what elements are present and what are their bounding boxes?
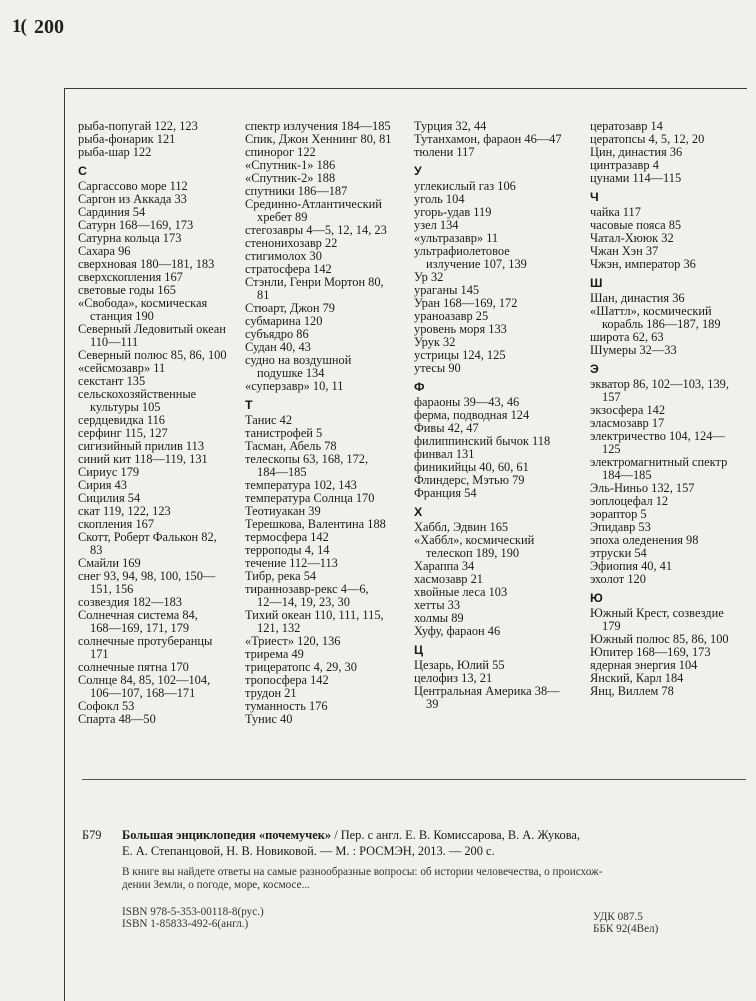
index-entry: тропосфера 142	[245, 673, 329, 687]
index-entry: культуры 105	[90, 400, 161, 414]
index-entry: узел 134	[414, 218, 459, 232]
index-entry: Теотиуакан 39	[245, 504, 321, 518]
index-entry: 184—185	[602, 468, 652, 482]
index-entry: спинорог 122	[245, 145, 316, 159]
isbn-russian: ISBN 978-5-353-00118-8(рус.)	[122, 906, 264, 918]
index-entry: Северный полюс 85, 86, 100	[78, 348, 227, 362]
index-entry: сверхскопления 167	[78, 270, 183, 284]
index-letter-heading: Ш	[590, 276, 603, 290]
index-entry: «сейсмозавр» 11	[78, 361, 166, 375]
index-entry: температура Солнца 170	[245, 491, 375, 505]
index-entry: 106—107, 168—171	[90, 686, 196, 700]
index-entry: подушке 134	[257, 366, 325, 380]
index-entry: уголь 104	[414, 192, 465, 206]
index-entry: течение 112—113	[245, 556, 338, 570]
index-column-1	[78, 120, 240, 726]
index-entry: субъядро 86	[245, 327, 309, 341]
index-entry: трирема 49	[245, 647, 304, 661]
index-entry: «Триест» 120, 136	[245, 634, 341, 648]
index-entry: сигизийный прилив 113	[78, 439, 205, 453]
index-entry: углекислый газ 106	[414, 179, 516, 193]
index-entry: Янский, Карл 184	[590, 671, 684, 685]
index-entry: 81	[257, 288, 270, 302]
index-entry: уровень моря 133	[414, 322, 507, 336]
index-entry: 39	[426, 697, 439, 711]
index-entry: филиппинский бычок 118	[414, 434, 551, 448]
index-entry: Чатал-Хююк 32	[590, 231, 674, 245]
index-entry: созвездия 182—183	[78, 595, 182, 609]
index-entry: 110—111	[90, 335, 139, 349]
index-entry: широта 62, 63	[590, 330, 664, 344]
index-entry: Тихий океан 110, 111, 115,	[245, 608, 384, 622]
index-entry: Янц, Виллем 78	[590, 684, 674, 698]
index-entry: Танис 42	[245, 413, 293, 427]
index-entry: скат 119, 122, 123	[78, 504, 171, 518]
index-entry: трицератопс 4, 29, 30	[245, 660, 357, 674]
bibliographic-entry	[122, 828, 712, 843]
index-entry: Сатурна кольца 173	[78, 231, 182, 245]
isbn-english: ISBN 1-85833-492-6(англ.)	[122, 918, 249, 930]
index-entry: Чжэн, император 36	[590, 257, 696, 271]
index-entry: «суперзавр» 10, 11	[245, 379, 344, 393]
index-entry: электромагнитный спектр	[590, 455, 728, 469]
index-letter-heading: Х	[414, 505, 423, 519]
index-entry: Юпитер 168—169, 173	[590, 645, 711, 659]
index-column-2	[245, 120, 413, 726]
index-entry: эоплоцефал 12	[590, 494, 669, 508]
index-entry: ферма, подводная 124	[414, 408, 530, 422]
index-entry: секстант 135	[78, 374, 146, 388]
index-entry: Солнечная система 84,	[78, 608, 198, 622]
index-entry: сердцевидка 116	[78, 413, 165, 427]
index-entry: сверхновая 180—181, 183	[78, 257, 215, 271]
index-entry: экватор 86, 102—103, 139,	[590, 377, 729, 391]
index-entry: Франция 54	[414, 486, 477, 500]
index-entry: Сардиния 54	[78, 205, 146, 219]
index-entry: «ультразавр» 11	[414, 231, 499, 245]
index-entry: 184—185	[257, 465, 307, 479]
index-letter-heading: Ц	[414, 643, 424, 657]
index-entry: танистрофей 5	[245, 426, 323, 440]
annotation-line: дении Земли, о погоде, море, космосе...	[122, 879, 310, 891]
index-entry: 125	[602, 442, 621, 456]
index-entry: синий кит 118—119, 131	[78, 452, 208, 466]
index-entry: спектр излучения 184—185	[245, 119, 391, 133]
index-entry: экзосфера 142	[590, 403, 666, 417]
index-entry: Северный Ледовитый океан	[78, 322, 226, 336]
index-entry: Шан, династия 36	[590, 291, 685, 305]
index-entry: ядерная энергия 104	[590, 658, 698, 672]
index-entry: Чжан Хэн 37	[590, 244, 659, 258]
index-entry: ураноазавр 25	[414, 309, 489, 323]
index-letter-heading: Э	[590, 362, 599, 376]
index-entry: этруски 54	[590, 546, 647, 560]
index-entry: Скотт, Роберт Фалькон 82,	[78, 530, 217, 544]
index-entry: 157	[602, 390, 621, 404]
index-entry: Урук 32	[414, 335, 456, 349]
index-entry: Терешкова, Валентина 188	[245, 517, 386, 531]
index-entry: Хараппа 34	[414, 559, 475, 573]
index-entry: цератопсы 4, 5, 12, 20	[590, 132, 705, 146]
index-entry: часовые пояса 85	[590, 218, 682, 232]
index-entry: эхолот 120	[590, 572, 646, 586]
index-entry: термосфера 142	[245, 530, 329, 544]
index-entry: Центральная Америка 38—	[414, 684, 560, 698]
index-entry: Саргон из Аккада 33	[78, 192, 187, 206]
index-entry: рыба-попугай 122, 123	[78, 119, 198, 133]
index-entry: Сирия 43	[78, 478, 127, 492]
index-letter-heading: Ч	[590, 190, 599, 204]
index-entry: терроподы 4, 14	[245, 543, 330, 557]
index-entry: Стэнли, Генри Мортон 80,	[245, 275, 384, 289]
index-entry: «Спутник-2» 188	[245, 171, 336, 185]
index-entry: электричество 104, 124—	[590, 429, 725, 443]
index-entry: Тутанхамон, фараон 46—47	[414, 132, 562, 146]
index-entry: Смайли 169	[78, 556, 141, 570]
index-entry: финикийцы 40, 60, 61	[414, 460, 529, 474]
index-entry: холмы 89	[414, 611, 464, 625]
index-entry: стратосфера 142	[245, 262, 332, 276]
divider-rule	[82, 779, 746, 780]
index-entry: Цин, династия 36	[590, 145, 683, 159]
index-entry: судно на воздушной	[245, 353, 352, 367]
index-entry: «Шаттл», космический	[590, 304, 712, 318]
index-entry: цератозавр 14	[590, 119, 663, 133]
index-entry: угорь-удав 119	[414, 205, 492, 219]
index-entry: Саргассово море 112	[78, 179, 188, 193]
index-letter-heading: С	[78, 164, 87, 178]
index-entry: температура 102, 143	[245, 478, 357, 492]
index-entry: «Спутник-1» 186	[245, 158, 336, 172]
index-entry: скопления 167	[78, 517, 155, 531]
index-entry: 83	[90, 543, 103, 557]
index-entry: излучение 107, 139	[426, 257, 527, 271]
annotation	[122, 866, 712, 892]
annotation-line: В книге вы найдете ответы на самые разнообразные вопросы: об истории человечества, о происхож-	[122, 866, 603, 878]
index-entry: устрицы 124, 125	[414, 348, 506, 362]
index-entry: Солнце 84, 85, 102—104,	[78, 673, 211, 687]
bbk-code: ББК 92(4Вел)	[593, 923, 659, 935]
index-entry: Судан 40, 43	[245, 340, 311, 354]
index-entry: Фивы 42, 47	[414, 421, 479, 435]
index-entry: стенонихозавр 22	[245, 236, 338, 250]
index-entry: Хуфу, фараон 46	[414, 624, 501, 638]
index-letter-heading: У	[414, 164, 422, 178]
index-entry: серфинг 115, 127	[78, 426, 168, 440]
index-letter-heading: Ю	[590, 591, 603, 605]
index-entry: снег 93, 94, 98, 100, 150—	[78, 569, 216, 583]
index-entry: 168—169, 171, 179	[90, 621, 190, 635]
index-column-4	[590, 120, 746, 698]
translators-line: / Пер. с англ. Е. В. Комиссарова, В. А. Жукова,	[331, 828, 581, 842]
index-entry: Софокл 53	[78, 699, 135, 713]
index-entry: 151, 156	[90, 582, 134, 596]
index-entry: Эль-Ниньо 132, 157	[590, 481, 695, 495]
index-letter-heading: Т	[245, 398, 253, 412]
index-entry: Сатурн 168—169, 173	[78, 218, 194, 232]
index-letter-heading: Ф	[414, 380, 425, 394]
index-entry: эпоха оледенения 98	[590, 533, 699, 547]
index-entry: тираннозавр-рекс 4—6,	[245, 582, 369, 596]
index-entry: 12—14, 19, 23, 30	[257, 595, 350, 609]
index-entry: Сахара 96	[78, 244, 131, 258]
publisher-line: Е. А. Степанцовой, Н. В. Новиковой. — М. : РОСМЭН, 2013. — 200 с.	[122, 844, 495, 858]
index-entry: Тунис 40	[245, 712, 293, 726]
index-entry: телескопы 63, 168, 172,	[245, 452, 369, 466]
index-entry: «Свобода», космическая	[78, 296, 208, 310]
previous-page-number-fragment: 1(	[12, 16, 26, 37]
index-entry: «Хаббл», космический	[414, 533, 535, 547]
index-entry: 171	[90, 647, 109, 661]
index-entry: Ур 32	[414, 270, 444, 284]
isbn-block	[122, 906, 264, 930]
index-entry: эласмозавр 17	[590, 416, 665, 430]
index-entry: Южный полюс 85, 86, 100	[590, 632, 729, 646]
index-entry: стегозавры 4—5, 12, 14, 23	[245, 223, 387, 237]
index-entry: хасмозавр 21	[414, 572, 483, 586]
index-entry: Южный Крест, созвездие	[590, 606, 724, 620]
index-entry: Сицилия 54	[78, 491, 141, 505]
index-entry: ультрафиолетовое	[414, 244, 510, 258]
index-entry: трудон 21	[245, 686, 297, 700]
index-entry: рыба-шар 122	[78, 145, 152, 159]
index-entry: спутники 186—187	[245, 184, 348, 198]
index-entry: фараоны 39—43, 46	[414, 395, 520, 409]
index-entry: рыба-фонарик 121	[78, 132, 176, 146]
index-entry: стигимолох 30	[245, 249, 322, 263]
index-entry: целофиз 13, 21	[414, 671, 493, 685]
index-entry: Спик, Джон Хеннинг 80, 81	[245, 132, 392, 146]
index-entry: Флиндерс, Мэтью 79	[414, 473, 525, 487]
index-entry: солнечные пятна 170	[78, 660, 189, 674]
index-entry: 121, 132	[257, 621, 301, 635]
index-entry: финвал 131	[414, 447, 475, 461]
index-entry: утесы 90	[414, 361, 461, 375]
index-entry: Тибр, река 54	[245, 569, 317, 583]
book-title: Большая энциклопедия «почемучек»	[122, 828, 332, 842]
index-entry: хребет 89	[257, 210, 308, 224]
index-entry: Стюарт, Джон 79	[245, 301, 336, 315]
index-entry: Срединно-Атлантический	[245, 197, 382, 211]
index-entry: телескоп 189, 190	[426, 546, 520, 560]
index-column-3	[414, 120, 584, 711]
index-entry: туманность 176	[245, 699, 328, 713]
index-entry: корабль 186—187, 189	[602, 317, 721, 331]
index-entry: цунами 114—115	[590, 171, 682, 185]
library-code: Б79	[82, 828, 102, 842]
index-entry: тюлени 117	[414, 145, 475, 159]
index-entry: ураганы 145	[414, 283, 480, 297]
index-entry: Сириус 179	[78, 465, 140, 479]
index-entry: хвойные леса 103	[414, 585, 508, 599]
index-entry: цинтразавр 4	[590, 158, 659, 172]
index-entry: станция 190	[90, 309, 154, 323]
index-entry: 179	[602, 619, 621, 633]
index-entry: солнечные протуберанцы	[78, 634, 213, 648]
index-entry: Цезарь, Юлий 55	[414, 658, 505, 672]
classification-block	[593, 911, 658, 935]
index-entry: эораптор 5	[590, 507, 647, 521]
index-entry: Хаббл, Эдвин 165	[414, 520, 509, 534]
index-entry: Уран 168—169, 172	[414, 296, 518, 310]
page-number: 200	[34, 16, 64, 38]
index-entry: световые годы 165	[78, 283, 176, 297]
index-entry: Эфиопия 40, 41	[590, 559, 673, 573]
index-entry: хетты 33	[414, 598, 461, 612]
index-entry: Спарта 48—50	[78, 712, 156, 726]
index-entry: Турция 32, 44	[414, 119, 487, 133]
index-entry: чайка 117	[590, 205, 641, 219]
index-entry: сельскохозяйственные	[78, 387, 197, 401]
index-entry: Шумеры 32—33	[590, 343, 677, 357]
index-entry: субмарина 120	[245, 314, 323, 328]
udk-code: УДК 087.5	[593, 911, 643, 923]
index-entry: Эпидавр 53	[590, 520, 651, 534]
index-entry: Тасман, Абель 78	[245, 439, 337, 453]
